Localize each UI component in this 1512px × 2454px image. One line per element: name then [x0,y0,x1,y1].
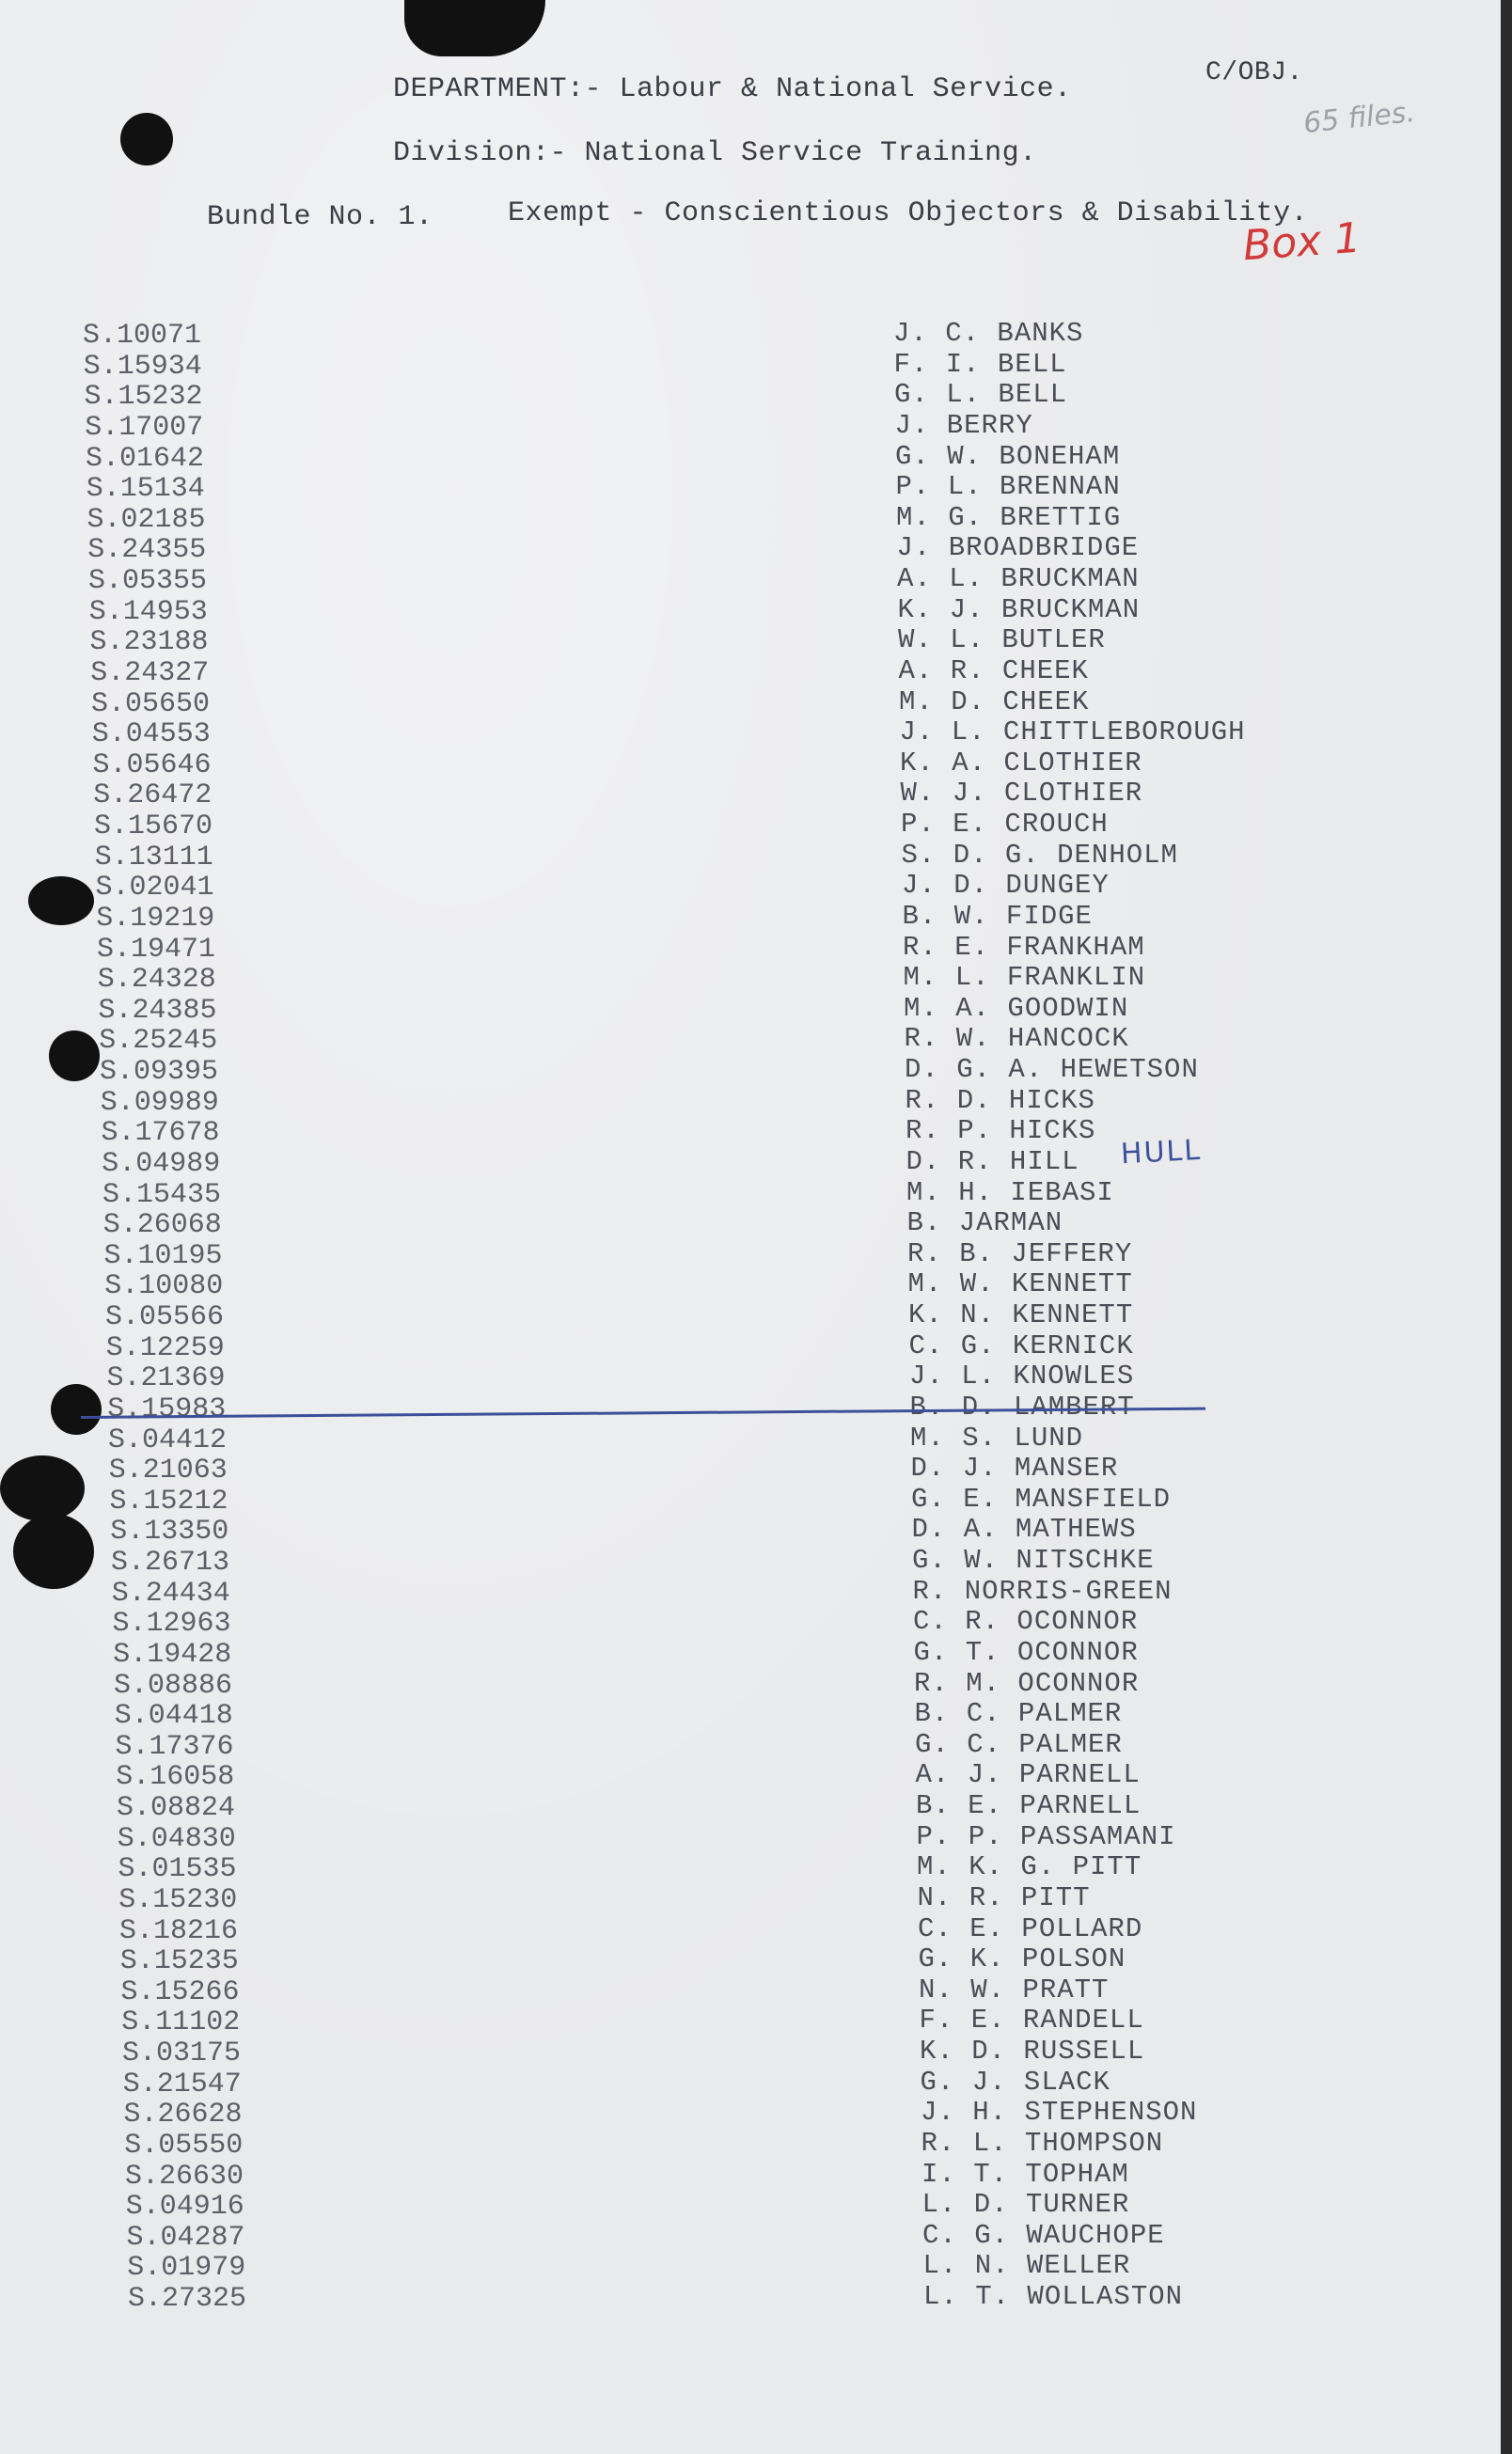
serial-number: S.26628 [123,2099,243,2132]
serial-number: S.10071 [83,320,202,352]
serial-number: S.26713 [111,1547,230,1579]
person-name: G. W. NITSCHKE [912,1545,1155,1576]
person-name: K. J. BRUCKMAN [897,593,1141,625]
person-name: M. D. CHEEK [899,685,1090,717]
person-name: W. L. BUTLER [898,624,1106,656]
serial-number: S.23188 [89,626,209,659]
serial-number: S.24328 [97,964,216,997]
person-name: D. G. A. HEWETSON [905,1054,1199,1085]
punch-hole [0,1455,85,1521]
reference-code: C/OBJ. [1205,58,1303,87]
person-name: N. R. PITT [917,1881,1091,1913]
punch-hole [13,1514,94,1589]
punch-hole [51,1384,102,1435]
person-name: R. W. HANCOCK [904,1023,1129,1055]
person-name: M. W. KENNETT [907,1268,1133,1300]
person-name: P. P. PASSAMANI [916,1820,1176,1852]
person-name: M. K. G. PITT [917,1851,1142,1883]
person-name: R. L. THOMPSON [921,2127,1164,2159]
serial-number: S.02041 [95,872,214,905]
files-note: 65 files. [1301,95,1417,141]
serial-number: S.13350 [110,1516,229,1549]
serial-number: S.05566 [105,1301,225,1333]
serial-number: S.24434 [111,1577,230,1610]
person-name: C. G. WAUCHOPE [922,2219,1165,2251]
person-name: W. J. CLOTHIER [900,778,1143,810]
person-name: J. BROADBRIDGE [896,532,1140,564]
serial-number: S.15670 [94,810,213,842]
serial-number: S.21063 [108,1455,228,1487]
person-name: B. W. FIDGE [902,900,1093,932]
person-name: I. T. TOPHAM [921,2158,1129,2190]
serial-number: S.15230 [118,1883,238,1916]
serial-number: S.16058 [116,1761,235,1794]
serial-number: S.03175 [122,2037,242,2069]
person-name: B. JARMAN [906,1207,1063,1239]
person-name: B. C. PALMER [914,1698,1123,1730]
person-name: F. E. RANDELL [919,2005,1144,2037]
serial-number: S.15435 [102,1178,222,1211]
person-name: G. T. OCONNOR [913,1636,1139,1668]
person-name: J. D. DUNGEY [902,870,1110,902]
person-name: L. T. WOLLASTON [923,2281,1184,2312]
person-name: M. G. BRETTIG [896,501,1122,533]
person-name: K. D. RUSSELL [920,2036,1145,2067]
person-name: R. M. OCONNOR [914,1667,1140,1699]
person-name: J. H. STEPHENSON [921,2097,1198,2129]
serial-number: S.15934 [83,350,202,383]
person-name: M. H. IEBASI [906,1176,1114,1208]
serial-number: S.15212 [109,1485,228,1518]
exempt-category: Exempt - Conscientious Objectors & Disability. [508,197,1309,229]
serial-number: S.21547 [122,2068,242,2100]
ink-blot [404,0,545,56]
person-name: M. S. LUND [910,1422,1084,1454]
person-name: C. R. OCONNOR [913,1606,1139,1638]
department-heading: DEPARTMENT:- Labour & National Service. [393,73,1072,105]
person-name: M. L. FRANKLIN [903,962,1146,994]
person-name: P. L. BRENNAN [895,471,1121,503]
person-name: G. C. PALMER [915,1728,1123,1760]
person-name: G. L. BELL [894,379,1068,411]
person-name: J. L. KNOWLES [909,1361,1135,1392]
serial-number: S.24327 [90,656,210,689]
serial-number: S.05646 [92,748,212,781]
serial-number: S.04287 [126,2221,245,2254]
serial-number: S.19428 [113,1638,232,1671]
serial-number: S.04830 [117,1822,236,1855]
person-name: G. K. POLSON [918,1943,1126,1975]
person-name: C. G. KERNICK [908,1329,1134,1361]
serial-number: S.04989 [102,1147,221,1180]
person-name: A. R. CHEEK [898,654,1089,686]
serial-number: S.15134 [86,473,205,506]
person-name: R. D. HICKS [905,1084,1095,1116]
hull-correction: HULL [1120,1133,1203,1172]
serial-number: S.08886 [114,1669,233,1702]
serial-number: S.26068 [102,1209,222,1242]
serial-number: S.04553 [91,718,211,751]
person-name: B. E. PARNELL [916,1790,1142,1821]
serial-number: S.08824 [117,1792,236,1824]
serial-number: S.17007 [85,411,204,444]
person-name: G. J. SLACK [920,2066,1110,2098]
bundle-number: Bundle No. 1. [207,201,433,233]
person-name: G. W. BONEHAM [895,440,1121,472]
person-name: R. B. JEFFERY [907,1237,1133,1269]
serial-number: S.13111 [94,841,213,873]
person-name: J. C. BANKS [893,318,1084,349]
person-name: N. W. PRATT [919,1974,1110,2006]
serial-number: S.25245 [99,1025,218,1058]
person-name: F. I. BELL [893,348,1067,380]
serial-number: S.19471 [97,933,216,966]
person-name: P. E. CROUCH [901,809,1109,840]
person-name: S. D. G. DENHOLM [901,839,1178,871]
serial-number: S.15983 [107,1392,227,1425]
serial-number: S.05650 [91,687,211,720]
serial-number: S.01979 [127,2252,246,2285]
serial-number: S.26630 [125,2160,244,2193]
person-name: J. BERRY [894,409,1033,441]
person-name: D. R. HILL [906,1145,1079,1177]
person-name: D. A. MATHEWS [911,1514,1137,1546]
serial-number: S.27325 [128,2283,247,2315]
serial-number: S.12259 [105,1331,225,1364]
serial-number: S.02185 [87,503,206,536]
serial-number: S.10195 [103,1239,223,1272]
serial-number: S.09395 [100,1056,219,1088]
serial-number: S.14953 [88,595,208,628]
serial-number: S.04412 [108,1424,228,1456]
serial-number: S.10080 [104,1270,224,1303]
serial-number: S.15232 [84,381,203,414]
serial-number: S.15235 [119,1945,239,1978]
serial-number: S.01642 [86,442,205,475]
serial-number: S.12963 [112,1608,231,1641]
person-name: B. D. LAMBERT [909,1391,1135,1423]
serial-number: S.04418 [114,1700,233,1733]
serial-number: S.24385 [98,994,217,1027]
serial-number: S.04916 [125,2191,244,2224]
serial-number: S.09989 [100,1086,219,1119]
serial-number: S.24355 [87,534,207,567]
person-name: R. E. FRANKHAM [903,931,1145,963]
punch-hole [120,113,173,165]
punch-hole [49,1030,100,1081]
serial-number: S.21369 [106,1362,226,1395]
person-name: K. N. KENNETT [908,1299,1134,1330]
serial-number: S.11102 [121,2006,241,2039]
person-name: L. D. TURNER [921,2189,1130,2221]
person-name: K. A. CLOTHIER [900,747,1142,779]
serial-number: S.18216 [119,1914,239,1947]
serial-number: S.15266 [120,1975,240,2008]
person-name: G. E. MANSFIELD [911,1483,1172,1515]
person-name: D. J. MANSER [910,1453,1119,1485]
box-label: Box 1 [1241,213,1362,271]
serial-number: S.05550 [124,2129,244,2162]
punch-hole [28,876,94,925]
person-name: C. E. POLLARD [918,1912,1143,1944]
serial-number: S.05355 [88,565,208,597]
person-name: M. A. GOODWIN [904,992,1129,1024]
person-name: A. L. BRUCKMAN [897,563,1140,594]
person-name: R. P. HICKS [906,1115,1096,1147]
serial-number: S.01535 [118,1853,237,1886]
person-name: A. J. PARNELL [915,1759,1141,1791]
serial-number: S.17376 [115,1730,234,1763]
division-heading: Division:- National Service Training. [393,137,1037,169]
serial-number: S.17678 [101,1117,220,1150]
page-edge [1501,0,1512,2454]
person-name: L. N. WELLER [922,2250,1131,2282]
serial-number: S.26472 [93,779,213,812]
person-name: R. NORRIS-GREEN [912,1575,1173,1607]
person-name: J. L. CHITTLEBOROUGH [899,716,1246,748]
serial-number: S.19219 [96,902,215,935]
